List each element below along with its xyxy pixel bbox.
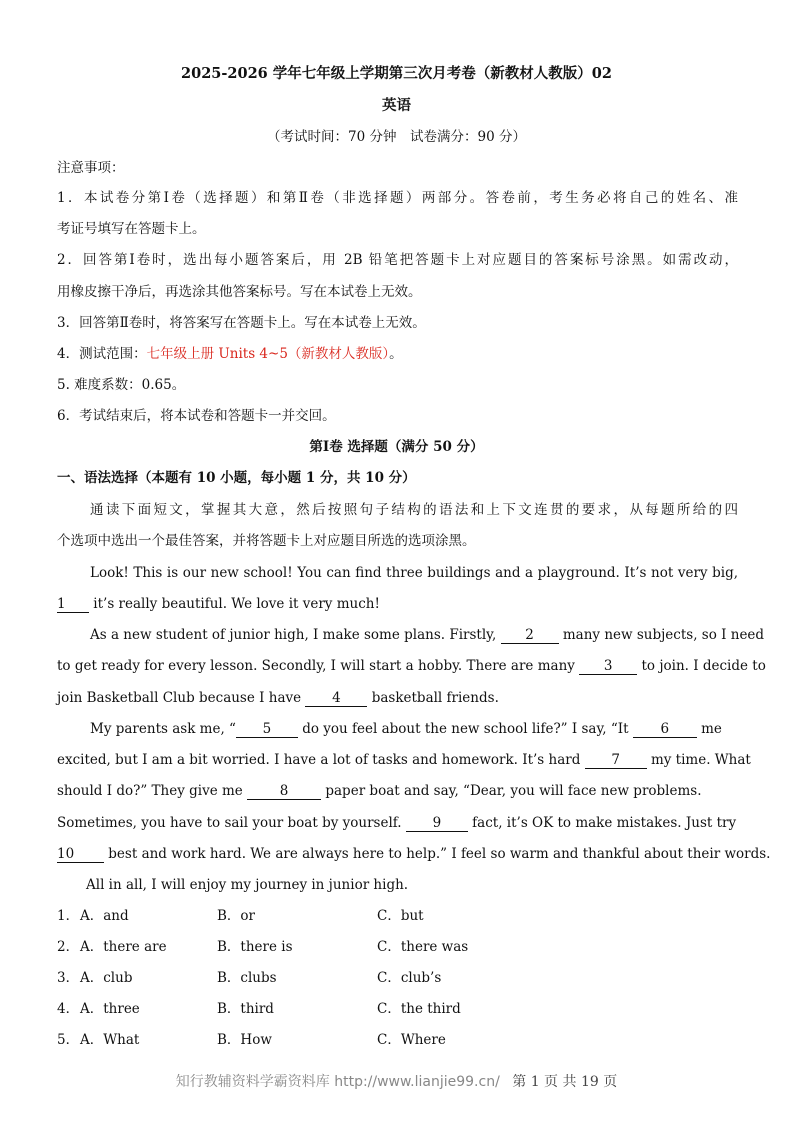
option-b: B．third — [217, 1001, 274, 1017]
passage-text: My parents ask me, “ — [90, 721, 236, 737]
passage-text: should I do?” They give me — [57, 783, 248, 799]
passage-line-2 — [57, 595, 738, 613]
passage-text: join Basketball Club because I have — [57, 690, 306, 706]
passage-line-6 — [90, 720, 738, 738]
passage-line-8 — [57, 782, 738, 800]
note-1-line-2: 考证号填写在答题卡上。 — [57, 221, 206, 237]
passage-text: fact, it’s OK to make mistakes. Just try — [467, 815, 737, 831]
note-6: 6．考试结束后，将本试卷和答题卡一并交回。 — [57, 408, 336, 424]
passage-text: As a new student of junior high, I make some plans. Firstly, — [90, 627, 501, 643]
exam-title: 2025-2026 学年七年级上学期第三次月考卷（新教材人教版）02 — [181, 65, 612, 82]
note-4-suffix: 。 — [389, 346, 403, 362]
note-3: 3．回答第Ⅱ卷时，将答案写在答题卡上。写在本试卷上无效。 — [57, 315, 426, 331]
option-b: B．there is — [217, 939, 293, 955]
option-a: A．and — [80, 908, 129, 924]
passage-text: paper boat and say, “Dear, you will face new problems. — [321, 783, 702, 799]
passage-line-3 — [90, 626, 765, 644]
notes-heading: 注意事项： — [57, 160, 125, 176]
passage-line-7 — [57, 751, 751, 769]
passage-text: do you feel about the new school life?” I say, “It — [297, 721, 633, 737]
note-4 — [57, 345, 738, 363]
note-4-prefix: 4．测试范围： — [57, 346, 147, 362]
option-c: C．Where — [377, 1032, 446, 1048]
passage-line-4 — [57, 657, 766, 675]
question-number: 5． — [57, 1032, 80, 1048]
question-number: 4． — [57, 1001, 80, 1017]
option-b: B．clubs — [217, 970, 277, 986]
passage-line-11: All in all, I will enjoy my journey in junior high. — [86, 877, 409, 893]
passage-line-10 — [57, 845, 771, 863]
page-number: 第 1 页 共 19 页 — [512, 1074, 618, 1090]
blank-9: 9 — [406, 816, 468, 832]
question-number: 2． — [57, 939, 80, 955]
blank-4: 4 — [305, 691, 367, 707]
blank-7: 7 — [585, 753, 647, 769]
passage-text: me — [696, 721, 722, 737]
option-a: A．there are — [80, 939, 167, 955]
note-4-test-range: 七年级上册 Units 4~5（新教材人教版） — [146, 346, 390, 362]
passage-text: basketball friends. — [367, 690, 499, 706]
passage-text: excited, but I am a bit worried. I have a lot of tasks and homework. It’s hard — [57, 752, 585, 768]
passage-text: my time. What — [646, 752, 751, 768]
question-number: 3． — [57, 970, 80, 986]
question-number: 1． — [57, 908, 80, 924]
option-a: A．club — [80, 970, 133, 986]
option-c: C．club’s — [377, 970, 442, 986]
instructions-line-2: 个选项中选出一个最佳答案，并将答题卡上对应题目所选的选项涂黑。 — [57, 533, 476, 549]
exam-meta: （考试时间：70 分钟 试卷满分：90 分） — [267, 129, 526, 145]
option-c: C．but — [377, 908, 424, 924]
passage-line-1: Look! This is our new school! You can find three buildings and a playground. It’s not very big, — [90, 565, 738, 581]
passage-text: it’s really beautiful. We love it very much! — [89, 596, 380, 612]
passage-line-5 — [57, 689, 738, 707]
blank-1: 1 — [57, 597, 89, 613]
passage-text: to get ready for every lesson. Secondly, I will start a hobby. There are many — [57, 658, 580, 674]
instructions-line-1: 通读下面短文，掌握其大意，然后按照句子结构的语法和上下文连贯的要求，从每题所给的四 — [90, 502, 738, 518]
passage-line-9 — [57, 814, 738, 832]
option-c: C．the third — [377, 1001, 461, 1017]
option-b: B．or — [217, 908, 256, 924]
part-1-heading: 一、语法选择（本题有 10 小题，每小题 1 分，共 10 分） — [57, 470, 416, 486]
option-a: A．three — [80, 1001, 140, 1017]
blank-3: 3 — [579, 659, 637, 675]
passage-text: many new subjects, so I need — [558, 627, 765, 643]
page-footer — [0, 1071, 793, 1091]
blank-10: 10 — [57, 847, 104, 863]
blank-5: 5 — [236, 722, 298, 738]
blank-8: 8 — [247, 784, 321, 800]
blank-2: 2 — [501, 628, 559, 644]
section-title: 第Ⅰ卷 选择题（满分 50 分） — [309, 439, 484, 455]
option-b: B．How — [217, 1032, 272, 1048]
note-5: 5. 难度系数：0.65。 — [57, 377, 186, 393]
watermark-link[interactable]: 知行教辅资料学霸资料库 http://www.lianjie99.cn/ — [175, 1074, 500, 1090]
note-2-line-2: 用橡皮擦干净后，再选涂其他答案标号。写在本试卷上无效。 — [57, 284, 422, 300]
note-1-line-1: 1．本试卷分第Ⅰ卷（选择题）和第Ⅱ卷（非选择题）两部分。答卷前，考生务必将自己的姓名、准 — [57, 190, 738, 206]
passage-text: Sometimes, you have to sail your boat by yourself. — [57, 815, 406, 831]
passage-text: best and work hard. We are always here to help.” I feel so warm and thankful about their words. — [104, 846, 771, 862]
subject-title: 英语 — [382, 97, 411, 114]
note-2-line-1: 2．回答第Ⅰ卷时，选出每小题答案后，用 2B 铅笔把答题卡上对应题目的答案标号涂黑。如需改动， — [57, 252, 738, 268]
blank-6: 6 — [633, 722, 697, 738]
option-a: A．What — [80, 1032, 140, 1048]
passage-text: to join. I decide to — [637, 658, 766, 674]
option-c: C．there was — [377, 939, 469, 955]
